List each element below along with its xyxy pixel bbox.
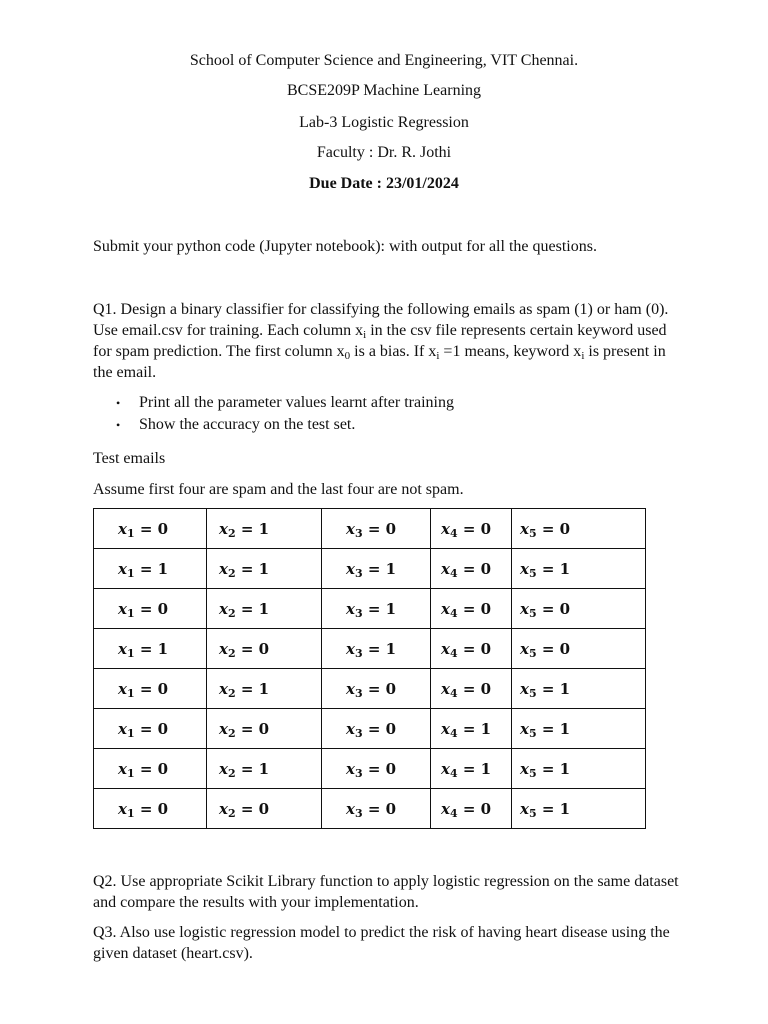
table-row bbox=[94, 629, 646, 669]
table-cell: $x_1 = 0$ bbox=[94, 509, 207, 549]
table-cell: $x_2 = 1$ bbox=[207, 549, 322, 589]
table-cell: $x_4 = 0$ bbox=[431, 789, 512, 829]
table-cell: $x_3 = 0$ bbox=[322, 789, 431, 829]
q1-bullet-list bbox=[116, 392, 454, 436]
table-row bbox=[94, 509, 646, 549]
table-cell: $x_3 = 0$ bbox=[322, 749, 431, 789]
table-row bbox=[94, 589, 646, 629]
list-item: • Show the accuracy on the test set. bbox=[116, 414, 454, 436]
lab-title: Lab-3 Logistic Regression bbox=[299, 114, 469, 131]
table-cell: $x_5 = 0$ bbox=[512, 589, 646, 629]
course-title: BCSE209P Machine Learning bbox=[286, 82, 482, 99]
list-item: • Print all the parameter values learnt after training bbox=[116, 392, 454, 414]
table-cell: $x_5 = 1$ bbox=[512, 709, 646, 749]
table-cell: $x_4 = 0$ bbox=[431, 589, 512, 629]
table-cell: $x_1 = 1$ bbox=[94, 629, 207, 669]
table-cell: $x_4 = 1$ bbox=[431, 749, 512, 789]
table-cell: $x_2 = 1$ bbox=[207, 509, 322, 549]
table-cell: $x_5 = 1$ bbox=[512, 549, 646, 589]
table-cell: $x_3 = 0$ bbox=[322, 509, 431, 549]
table-cell: $x_5 = 0$ bbox=[512, 509, 646, 549]
table-cell: $x_4 = 0$ bbox=[431, 549, 512, 589]
table-cell: $x_1 = 0$ bbox=[94, 709, 207, 749]
table-cell: $x_3 = 0$ bbox=[322, 669, 431, 709]
table-cell: $x_3 = 1$ bbox=[322, 549, 431, 589]
table-cell: $x_1 = 0$ bbox=[94, 589, 207, 629]
faculty: Faculty : Dr. R. Jothi bbox=[316, 144, 452, 161]
table-cell: $x_4 = 0$ bbox=[431, 669, 512, 709]
table-cell: $x_2 = 0$ bbox=[207, 629, 322, 669]
table-row bbox=[94, 789, 646, 829]
table-row bbox=[94, 709, 646, 749]
table-cell: $x_4 = 1$ bbox=[431, 709, 512, 749]
q2-text: Q2. Use appropriate Scikit Library function to apply logistic regression on the same dataset and compare the results with your implementation. bbox=[93, 873, 679, 911]
table-cell: $x_2 = 0$ bbox=[207, 709, 322, 749]
test-emails-label: Test emails bbox=[93, 450, 166, 467]
table-cell: $x_5 = 1$ bbox=[512, 749, 646, 789]
table-row bbox=[94, 669, 646, 709]
q1-text: Q1. Design a binary classifier for classifying the following emails as spam (1) or ham (0). Use email.csv for training. Each column $x_i$ in the csv file represents certain keyword used for spam prediction. The first column $x_0$ is a bias. If $x_i =1$ means, keyword $x_i$ is present in the email. bbox=[93, 301, 669, 381]
submit-instructions: Submit your python code (Jupyter notebook): with output for all the questions. bbox=[93, 238, 597, 255]
table-cell: $x_5 = 0$ bbox=[512, 629, 646, 669]
test-emails-table bbox=[93, 508, 646, 829]
table-cell: $x_3 = 1$ bbox=[322, 629, 431, 669]
table-cell: $x_4 = 0$ bbox=[431, 509, 512, 549]
table-cell: $x_1 = 0$ bbox=[94, 669, 207, 709]
table-row bbox=[94, 549, 646, 589]
table-cell: $x_1 = 0$ bbox=[94, 749, 207, 789]
school-title: School of Computer Science and Engineering, VIT Chennai. bbox=[189, 52, 579, 69]
table-cell: $x_2 = 1$ bbox=[207, 749, 322, 789]
table-cell: $x_2 = 1$ bbox=[207, 589, 322, 629]
table-cell: $x_3 = 0$ bbox=[322, 709, 431, 749]
table-cell: $x_1 = 0$ bbox=[94, 789, 207, 829]
table-cell: $x_3 = 1$ bbox=[322, 589, 431, 629]
q3-text: Q3. Also use logistic regression model to predict the risk of having heart disease using the given dataset (heart.csv). bbox=[93, 924, 670, 962]
table-row bbox=[94, 749, 646, 789]
table-cell: $x_4 = 0$ bbox=[431, 629, 512, 669]
table-cell: $x_2 = 0$ bbox=[207, 789, 322, 829]
due-date: Due Date : 23/01/2024 bbox=[309, 175, 459, 192]
assume-text: Assume first four are spam and the last four are not spam. bbox=[93, 481, 464, 498]
table-cell: $x_2 = 1$ bbox=[207, 669, 322, 709]
table-cell: $x_5 = 1$ bbox=[512, 669, 646, 709]
table-cell: $x_5 = 1$ bbox=[512, 789, 646, 829]
table-cell: $x_1 = 1$ bbox=[94, 549, 207, 589]
